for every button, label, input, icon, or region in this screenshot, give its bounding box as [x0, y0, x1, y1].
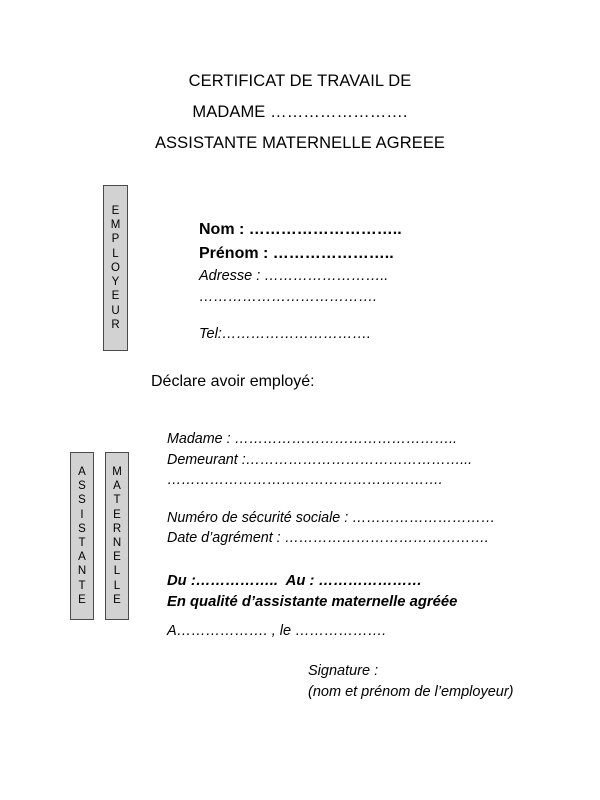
vertical-letter: M	[112, 465, 122, 478]
vertical-letter: U	[111, 304, 120, 317]
field-employer-tel: Tel:………………………….	[199, 326, 371, 342]
vertical-letter: T	[113, 494, 121, 507]
vertical-letter: L	[112, 247, 119, 260]
field-employer-adresse-continuation: ……………………………….	[199, 289, 378, 305]
vertical-letter: O	[111, 261, 120, 274]
field-employee-numero-securite-sociale: Numéro de sécurité sociale : …………………………	[167, 509, 496, 526]
side-label-employeur	[103, 185, 128, 351]
vertical-letter: M	[110, 219, 121, 232]
field-place-and-date: A………………. , le ……………….	[167, 623, 387, 639]
field-employee-qualite: En qualité d’assistante maternelle agréée	[167, 593, 458, 610]
field-employer-nom: Nom : ………………………..	[199, 221, 402, 238]
signature-label: Signature :	[308, 663, 379, 679]
employee-details-block	[167, 429, 557, 613]
title-line-1: CERTIFICAT DE TRAVAIL DE	[188, 72, 412, 90]
field-employee-demeurant-continuation: ………………………………………………….	[167, 472, 443, 488]
field-employee-madame: Madame : ………………………………………..	[167, 431, 457, 447]
field-employee-demeurant: Demeurant :………………………………………...	[167, 451, 473, 468]
vertical-letter: E	[111, 290, 120, 303]
field-employer-adresse: Adresse : ……………………..	[199, 268, 389, 284]
signature-block	[308, 661, 514, 703]
side-label-maternelle	[105, 452, 129, 620]
vertical-letter: N	[77, 565, 87, 578]
vertical-letter: E	[113, 508, 121, 521]
vertical-letter: Y	[111, 276, 120, 289]
field-employee-date-agrement: Date d’agrément : …………………………………….	[167, 530, 489, 546]
vertical-letter: T	[78, 579, 86, 592]
vertical-letter: S	[78, 480, 86, 493]
vertical-letter: S	[78, 522, 86, 535]
vertical-letter: R	[111, 318, 120, 331]
vertical-letter: A	[78, 465, 86, 478]
side-label-assistante	[70, 452, 94, 620]
vertical-letter: A	[113, 480, 121, 493]
vertical-letter: P	[111, 233, 120, 246]
vertical-letter: E	[113, 551, 121, 564]
vertical-letter: E	[111, 205, 120, 218]
vertical-letter: R	[112, 522, 122, 535]
vertical-letter: L	[113, 579, 121, 592]
employer-details-block	[199, 218, 529, 344]
vertical-letter: T	[78, 537, 86, 549]
vertical-letter: E	[113, 593, 121, 606]
vertical-letter: S	[78, 494, 86, 507]
vertical-letter: A	[78, 551, 86, 564]
field-employer-prenom: Prénom : …………………..	[199, 245, 394, 262]
vertical-letter: E	[78, 593, 86, 606]
title-line-3: ASSISTANTE MATERNELLE AGREEE	[154, 134, 446, 152]
page-title	[0, 66, 600, 159]
vertical-letter: L	[113, 565, 121, 578]
vertical-letter: I	[80, 508, 84, 521]
declaration-line: Déclare avoir employé:	[151, 373, 315, 390]
field-employee-periode: Du :…………….. Au : …………………	[167, 572, 423, 589]
signature-hint: (nom et prénom de l’employeur)	[308, 684, 514, 700]
title-line-2: MADAME …………………….	[192, 103, 408, 121]
vertical-letter: N	[112, 537, 122, 549]
